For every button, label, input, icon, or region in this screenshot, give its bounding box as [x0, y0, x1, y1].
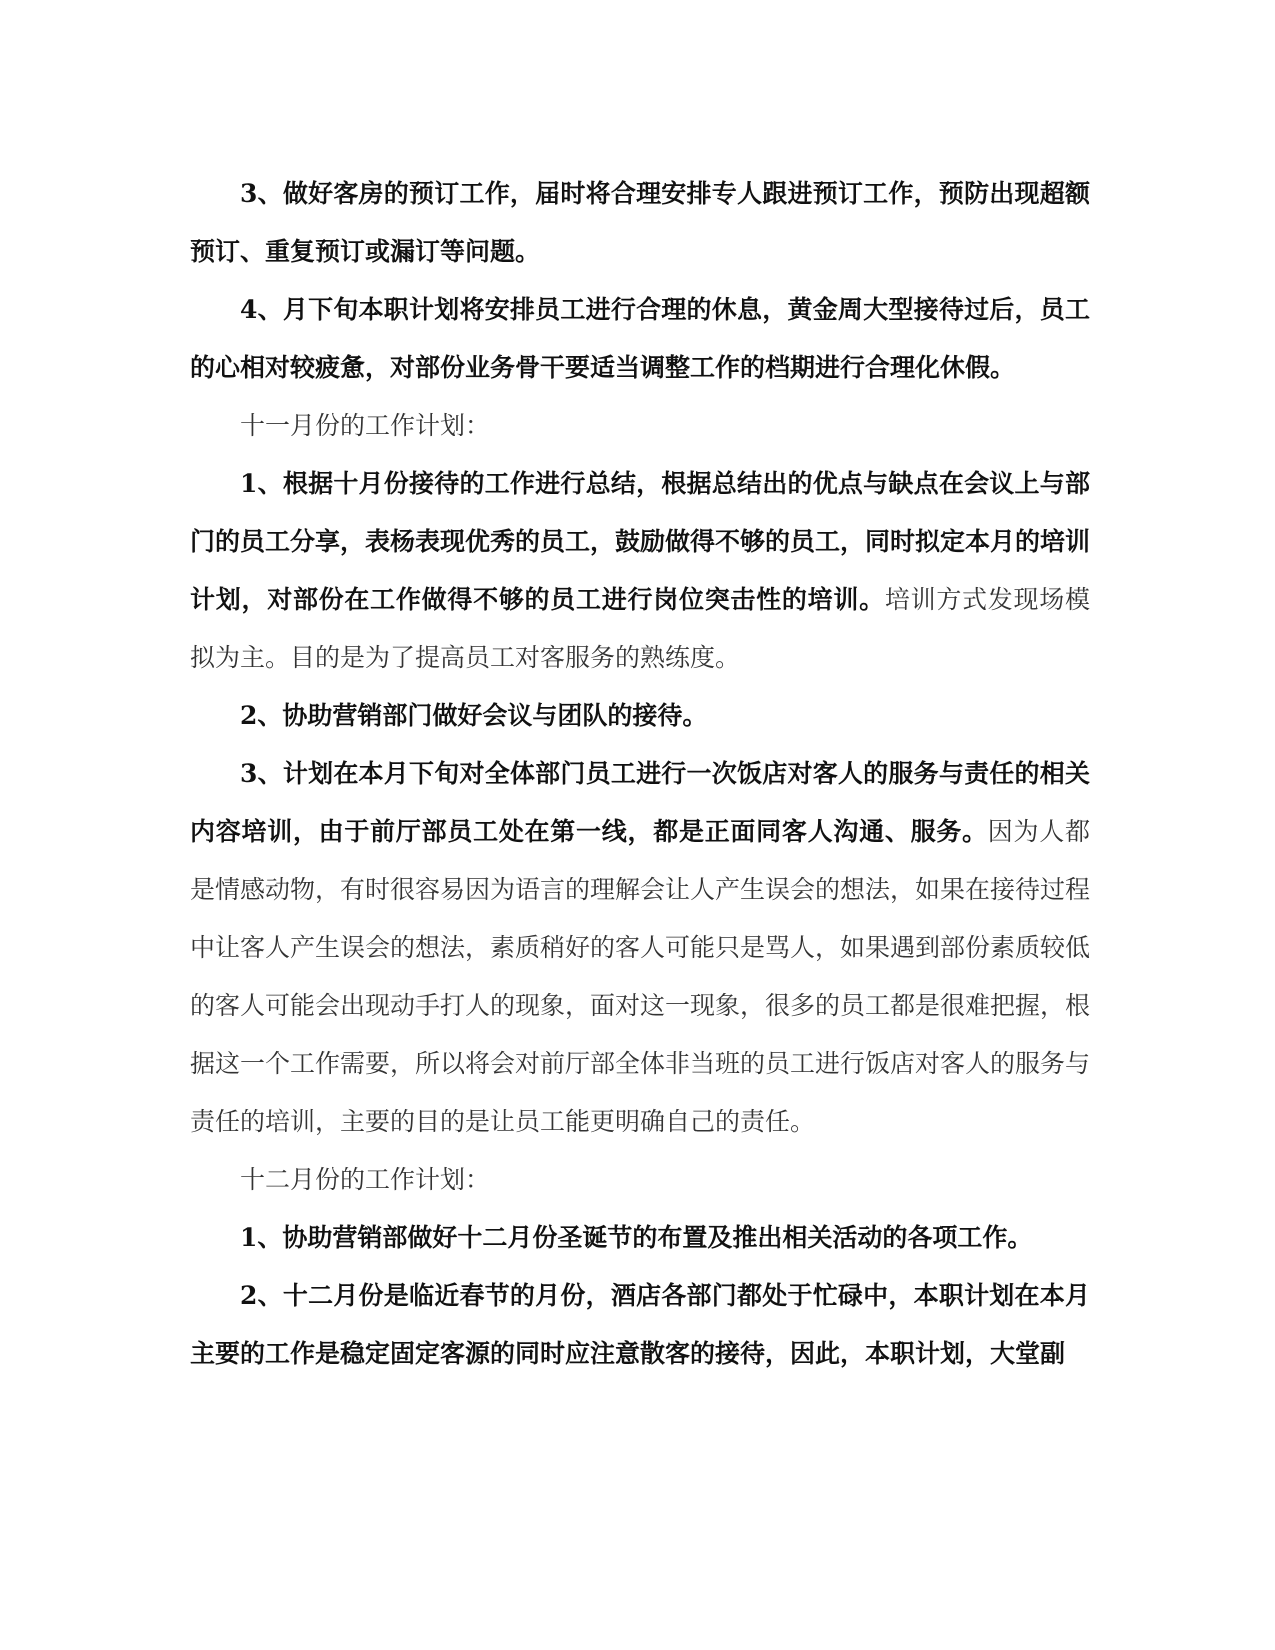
- paragraph-9: [190, 1267, 1090, 1383]
- paragraph-6: [190, 745, 1090, 1151]
- paragraph-8: [190, 1209, 1090, 1267]
- section-heading-december: [190, 1151, 1090, 1209]
- paragraph-2: [190, 281, 1090, 397]
- section-heading-november: [190, 397, 1090, 455]
- paragraph-8-bold-text: 1、协助营销部做好十二月份圣诞节的布置及推出相关活动的各项工作。: [240, 1223, 1033, 1252]
- paragraph-7-normal-text: 十二月份的工作计划：: [240, 1165, 491, 1194]
- document-body: [190, 165, 1090, 1383]
- paragraph-1: [190, 165, 1090, 281]
- paragraph-4-normal-text: 培训方式发现场模拟为主。目的是为了提高员工对客服务的熟练度。: [190, 585, 1090, 672]
- paragraph-6-bold-text: 3、计划在本月下旬对全体部门员工进行一次饭店对客人的服务与责任的相关内容培训，由于前厅部员工处在第一线，都是正面同客人沟通、服务。: [190, 759, 1090, 846]
- paragraph-9-bold-text: 2、十二月份是临近春节的月份，酒店各部门都处于忙碌中，本职计划在本月主要的工作是稳定固定客源的同时应注意散客的接待，因此，本职计划，大堂副: [190, 1281, 1090, 1368]
- paragraph-1-bold-text: 3、做好客房的预订工作，届时将合理安排专人跟进预订工作，预防出现超额预订、重复预订或漏订等问题。: [190, 179, 1090, 266]
- paragraph-4-bold-text: 1、根据十月份接待的工作进行总结，根据总结出的优点与缺点在会议上与部门的员工分享，表杨表现优秀的员工，鼓励做得不够的员工，同时拟定本月的培训计划，对部份在工作做得不够的员工进行岗位突击性的培训。: [190, 469, 1091, 614]
- paragraph-6-normal-text: 因为人都是情感动物，有时很容易因为语言的理解会让人产生误会的想法，如果在接待过程中让客人产生误会的想法，素质稍好的客人可能只是骂人，如果遇到部份素质较低的客人可能会出现动手打人的现象，面对这一现象，很多的员工都是很难把握，根据这一个工作需要，所以将会对前厅部全体非当班的员工进行饭店对客人的服务与责任的培训，主要的目的是让员工能更明确自己的责任。: [190, 817, 1091, 1136]
- paragraph-3-normal-text: 十一月份的工作计划：: [240, 411, 491, 440]
- paragraph-4: [190, 455, 1090, 687]
- paragraph-5: [190, 687, 1090, 745]
- paragraph-5-bold-text: 2、协助营销部门做好会议与团队的接待。: [240, 701, 708, 730]
- paragraph-2-bold-text: 4、月下旬本职计划将安排员工进行合理的休息，黄金周大型接待过后，员工的心相对较疲惫，对部份业务骨干要适当调整工作的档期进行合理化休假。: [190, 295, 1090, 382]
